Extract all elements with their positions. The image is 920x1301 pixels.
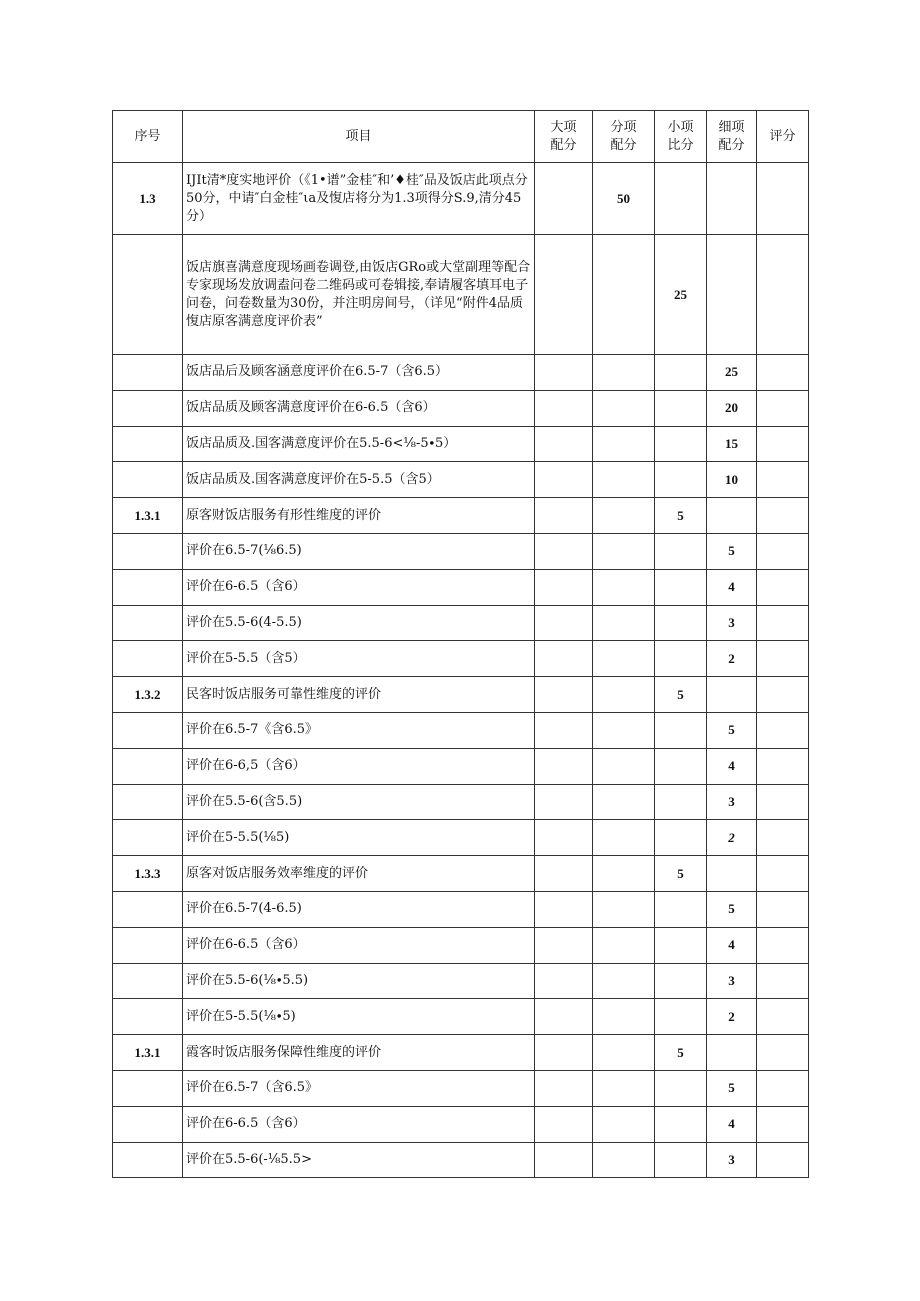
- row-major-score: [535, 820, 593, 856]
- row-item: 评价在5-5.5(⅛5): [183, 820, 535, 856]
- row-sub-score: [593, 677, 655, 713]
- row-score: [757, 677, 809, 713]
- row-major-score: [535, 641, 593, 677]
- row-detail-score: [707, 1035, 757, 1071]
- row-detail-score: 4: [707, 748, 757, 784]
- row-seq: [113, 605, 183, 641]
- scoring-table: [112, 110, 809, 1178]
- table-row: [113, 784, 809, 820]
- row-seq: [113, 235, 183, 355]
- row-minor-score: [655, 963, 707, 999]
- header-sub: 分项 配分: [593, 111, 655, 163]
- row-item: 评价在6-6.5（含6）: [183, 569, 535, 605]
- row-minor-score: [655, 390, 707, 426]
- row-item: 评价在6.5-7(4-6.5): [183, 891, 535, 927]
- row-score: [757, 856, 809, 892]
- row-major-score: [535, 235, 593, 355]
- row-seq: [113, 1106, 183, 1142]
- row-seq: [113, 569, 183, 605]
- row-item: 评价在5-5.5（含5）: [183, 641, 535, 677]
- row-minor-score: [655, 533, 707, 569]
- row-sub-score: [593, 999, 655, 1035]
- row-item: 评价在6-6,5（含6）: [183, 748, 535, 784]
- row-minor-score: [655, 927, 707, 963]
- table-row: [113, 1106, 809, 1142]
- row-seq: [113, 462, 183, 498]
- row-major-score: [535, 927, 593, 963]
- row-detail-score: 3: [707, 1142, 757, 1178]
- table-row: [113, 820, 809, 856]
- row-sub-score: [593, 569, 655, 605]
- row-item: 评价在6.5-7（含6.5》: [183, 1070, 535, 1106]
- row-score: [757, 784, 809, 820]
- row-sub-score: [593, 355, 655, 391]
- row-detail-score: 4: [707, 927, 757, 963]
- row-seq: 1.3: [113, 163, 183, 235]
- row-major-score: [535, 1035, 593, 1071]
- row-item: 民客时饭店服务可靠性维度的评价: [183, 677, 535, 713]
- row-detail-score: 4: [707, 569, 757, 605]
- row-seq: 1.3.2: [113, 677, 183, 713]
- row-major-score: [535, 605, 593, 641]
- row-detail-score: 3: [707, 963, 757, 999]
- row-major-score: [535, 999, 593, 1035]
- table-header-row: [113, 111, 809, 163]
- table-row: [113, 927, 809, 963]
- row-score: [757, 569, 809, 605]
- table-row: [113, 605, 809, 641]
- row-minor-score: [655, 748, 707, 784]
- row-minor-score: [655, 1070, 707, 1106]
- row-major-score: [535, 784, 593, 820]
- row-score: [757, 927, 809, 963]
- row-item: 评价在5.5-6(-⅛5.5>: [183, 1142, 535, 1178]
- row-sub-score: [593, 498, 655, 534]
- table-row: [113, 748, 809, 784]
- row-major-score: [535, 498, 593, 534]
- row-major-score: [535, 1142, 593, 1178]
- row-detail-score: [707, 235, 757, 355]
- row-minor-score: 25: [655, 235, 707, 355]
- row-score: [757, 963, 809, 999]
- row-seq: [113, 927, 183, 963]
- row-detail-score: 2: [707, 999, 757, 1035]
- row-detail-score: 5: [707, 533, 757, 569]
- row-item: 评价在5.5-6(⅛∙5.5): [183, 963, 535, 999]
- row-score: [757, 820, 809, 856]
- row-score: [757, 462, 809, 498]
- row-item: 饭店品质及顾客满意度评价在6-6.5（含6）: [183, 390, 535, 426]
- table-row: [113, 498, 809, 534]
- row-seq: [113, 784, 183, 820]
- table-row: [113, 533, 809, 569]
- row-item: IJIt清*度实地评价（《1•谱”金桂″和’♦桂″品及饭店此项点分50分，中请″白金桂″ιa及愎店将分为1.3项得分S.9,清分45分）: [183, 163, 535, 235]
- row-score: [757, 1142, 809, 1178]
- row-item: 原客对饭店服务效率维度的评价: [183, 856, 535, 892]
- row-detail-score: 2: [707, 820, 757, 856]
- row-minor-score: [655, 163, 707, 235]
- row-score: [757, 533, 809, 569]
- header-major: 大项 配分: [535, 111, 593, 163]
- header-minor: 小项 比分: [655, 111, 707, 163]
- row-sub-score: [593, 533, 655, 569]
- row-score: [757, 891, 809, 927]
- table-row: [113, 569, 809, 605]
- row-item: 饭店品质及.国客满意度评价在5-5.5（含5）: [183, 462, 535, 498]
- table-row: [113, 891, 809, 927]
- row-score: [757, 355, 809, 391]
- row-score: [757, 235, 809, 355]
- row-detail-score: [707, 677, 757, 713]
- row-item: 评价在5.5-6(4-5.5): [183, 605, 535, 641]
- row-sub-score: [593, 390, 655, 426]
- row-item: 评价在5-5.5(⅛∙5): [183, 999, 535, 1035]
- row-sub-score: [593, 748, 655, 784]
- table-row: [113, 462, 809, 498]
- row-major-score: [535, 390, 593, 426]
- row-score: [757, 163, 809, 235]
- row-score: [757, 748, 809, 784]
- row-major-score: [535, 963, 593, 999]
- row-detail-score: 5: [707, 712, 757, 748]
- table-row: [113, 426, 809, 462]
- row-item: 饭店品质及.国客满意度评价在5.5-6<⅛-5∙5）: [183, 426, 535, 462]
- row-item: 评价在6-6.5（含6）: [183, 927, 535, 963]
- row-major-score: [535, 1070, 593, 1106]
- row-seq: [113, 426, 183, 462]
- row-detail-score: 3: [707, 605, 757, 641]
- row-detail-score: 3: [707, 784, 757, 820]
- row-major-score: [535, 462, 593, 498]
- row-major-score: [535, 355, 593, 391]
- row-score: [757, 712, 809, 748]
- row-minor-score: [655, 820, 707, 856]
- row-sub-score: [593, 235, 655, 355]
- table-row: [113, 163, 809, 235]
- row-seq: [113, 533, 183, 569]
- row-minor-score: [655, 1142, 707, 1178]
- row-minor-score: [655, 569, 707, 605]
- row-seq: [113, 712, 183, 748]
- row-sub-score: [593, 891, 655, 927]
- row-sub-score: [593, 856, 655, 892]
- row-sub-score: [593, 784, 655, 820]
- row-major-score: [535, 533, 593, 569]
- row-item: 评价在5.5-6(含5.5): [183, 784, 535, 820]
- row-seq: [113, 1142, 183, 1178]
- row-sub-score: [593, 712, 655, 748]
- header-score: 评分: [757, 111, 809, 163]
- row-score: [757, 605, 809, 641]
- row-sub-score: 50: [593, 163, 655, 235]
- header-detail: 细项 配分: [707, 111, 757, 163]
- row-minor-score: 5: [655, 1035, 707, 1071]
- row-sub-score: [593, 462, 655, 498]
- row-seq: [113, 820, 183, 856]
- row-minor-score: 5: [655, 498, 707, 534]
- row-sub-score: [593, 1070, 655, 1106]
- row-detail-score: 5: [707, 891, 757, 927]
- row-minor-score: [655, 1106, 707, 1142]
- row-score: [757, 999, 809, 1035]
- row-minor-score: 5: [655, 677, 707, 713]
- row-minor-score: [655, 712, 707, 748]
- row-score: [757, 1106, 809, 1142]
- row-major-score: [535, 569, 593, 605]
- table-row: [113, 677, 809, 713]
- row-sub-score: [593, 1035, 655, 1071]
- row-detail-score: [707, 498, 757, 534]
- header-seq: 序号: [113, 111, 183, 163]
- row-seq: [113, 1070, 183, 1106]
- row-major-score: [535, 712, 593, 748]
- row-seq: 1.3.3: [113, 856, 183, 892]
- row-minor-score: [655, 355, 707, 391]
- row-score: [757, 641, 809, 677]
- row-item: 饭店旗喜满意度现场画卷调登,由饭店GRo或大堂副理等配合专家现场发放调盍问卷二维码或可卷辑接,奉请履客填耳电子问卷，问卷数量为30份，并注明房间号，（详见“附件4品质愎店原客满意度评价表”: [183, 235, 535, 355]
- row-sub-score: [593, 426, 655, 462]
- table-row: [113, 712, 809, 748]
- row-sub-score: [593, 1142, 655, 1178]
- row-minor-score: [655, 999, 707, 1035]
- table-row: [113, 999, 809, 1035]
- row-seq: [113, 891, 183, 927]
- table-row: [113, 355, 809, 391]
- row-seq: [113, 641, 183, 677]
- row-major-score: [535, 891, 593, 927]
- row-score: [757, 390, 809, 426]
- table-row: [113, 963, 809, 999]
- row-minor-score: [655, 462, 707, 498]
- row-detail-score: [707, 856, 757, 892]
- row-sub-score: [593, 927, 655, 963]
- row-detail-score: 5: [707, 1070, 757, 1106]
- row-score: [757, 1070, 809, 1106]
- row-seq: 1.3.1: [113, 498, 183, 534]
- row-seq: [113, 390, 183, 426]
- row-seq: [113, 963, 183, 999]
- row-minor-score: [655, 641, 707, 677]
- row-item: 评价在6.5-7《含6.5》: [183, 712, 535, 748]
- row-major-score: [535, 426, 593, 462]
- row-minor-score: [655, 784, 707, 820]
- table-row: [113, 235, 809, 355]
- row-seq: [113, 999, 183, 1035]
- row-sub-score: [593, 820, 655, 856]
- row-score: [757, 426, 809, 462]
- row-major-score: [535, 856, 593, 892]
- table-row: [113, 1035, 809, 1071]
- table-row: [113, 856, 809, 892]
- row-sub-score: [593, 1106, 655, 1142]
- row-major-score: [535, 748, 593, 784]
- row-minor-score: [655, 426, 707, 462]
- table-row: [113, 1070, 809, 1106]
- row-major-score: [535, 677, 593, 713]
- row-seq: [113, 355, 183, 391]
- row-item: 评价在6-6.5（含6）: [183, 1106, 535, 1142]
- row-major-score: [535, 163, 593, 235]
- row-item: 评价在6.5-7(⅛6.5): [183, 533, 535, 569]
- header-item: 项目: [183, 111, 535, 163]
- row-score: [757, 1035, 809, 1071]
- row-item: 原客财饭店服务有形性维度的评价: [183, 498, 535, 534]
- row-sub-score: [593, 605, 655, 641]
- table-row: [113, 390, 809, 426]
- row-detail-score: 25: [707, 355, 757, 391]
- row-detail-score: 15: [707, 426, 757, 462]
- row-detail-score: 10: [707, 462, 757, 498]
- row-detail-score: 4: [707, 1106, 757, 1142]
- row-seq: 1.3.1: [113, 1035, 183, 1071]
- row-detail-score: 20: [707, 390, 757, 426]
- row-sub-score: [593, 641, 655, 677]
- row-major-score: [535, 1106, 593, 1142]
- row-detail-score: [707, 163, 757, 235]
- table-row: [113, 641, 809, 677]
- row-seq: [113, 748, 183, 784]
- row-minor-score: [655, 605, 707, 641]
- row-detail-score: 2: [707, 641, 757, 677]
- row-item: 饭店品后及顾客涵意度评价在6.5-7（含6.5）: [183, 355, 535, 391]
- row-item: 霞客时饭店服务保障性维度的评价: [183, 1035, 535, 1071]
- row-sub-score: [593, 963, 655, 999]
- row-minor-score: 5: [655, 856, 707, 892]
- row-minor-score: [655, 891, 707, 927]
- table-row: [113, 1142, 809, 1178]
- row-score: [757, 498, 809, 534]
